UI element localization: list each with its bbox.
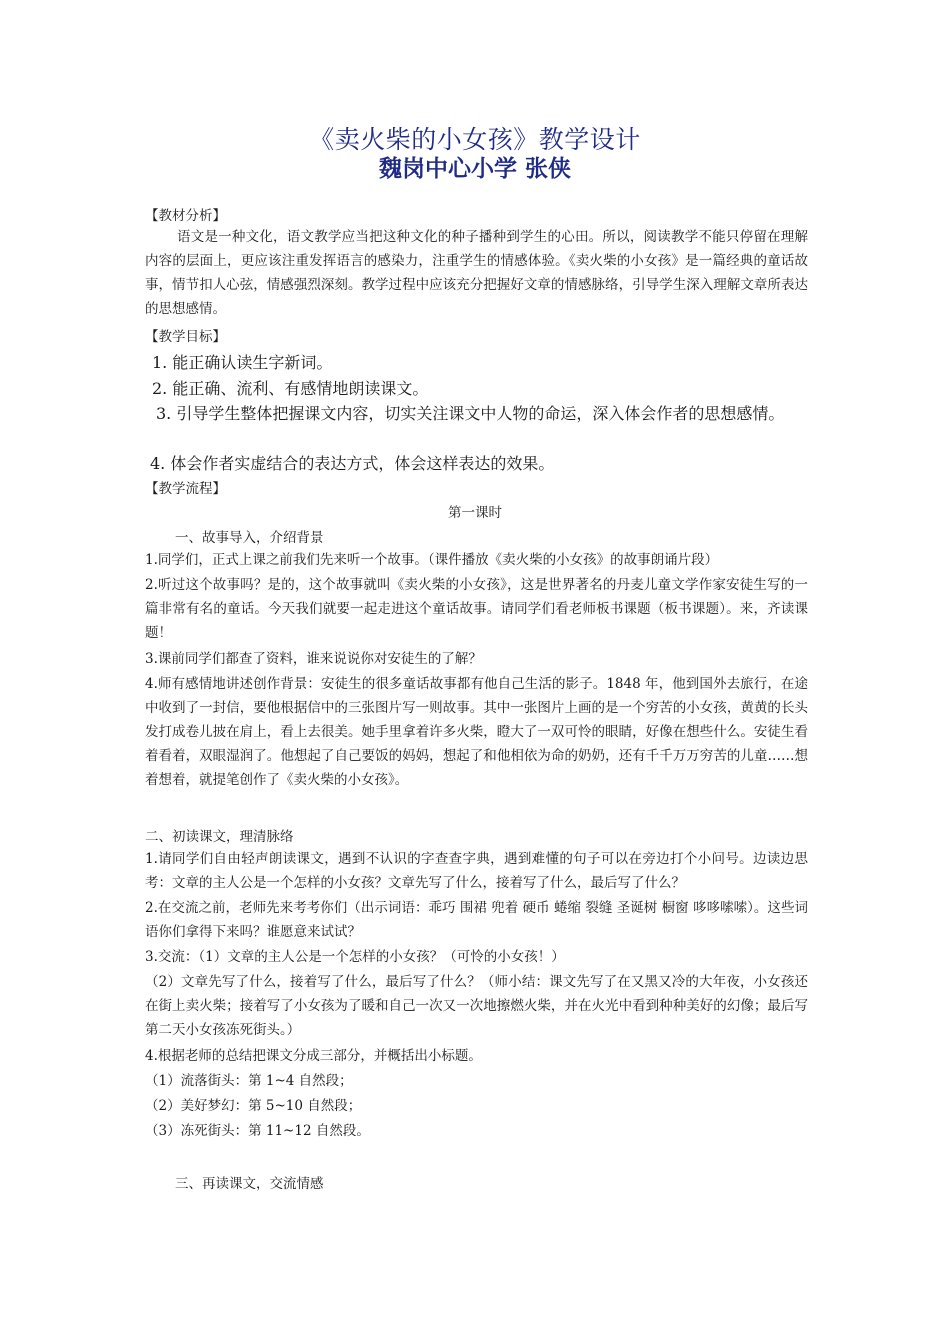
section-heading-goals: 【教学目标】 — [145, 329, 226, 345]
paragraph: 2.在交流之前，老师先来考考你们（出示词语：乖巧 围裙 兜着 硬币 蜷缩 裂缝 圣诞树 橱窗 哆哆嗦嗦）。这些词语你们拿得下来吗？谁愿意来试试？ — [145, 900, 808, 940]
analysis-paragraph: 语文是一种文化，语文教学应当把这种文化的种子播种到学生的心田。所以，阅读教学不能只停留在理解内容的层面上，更应该注重发挥语言的感染力，注重学生的情感体验。《卖火柴的小女孩》是一篇经典的童话故事，情节扣人心弦，情感强烈深刻。教学过程中应该充分把握好文章的情感脉络，引导学生深入理解文章所表达的思想感情。 — [145, 229, 808, 317]
author-line: 魏岗中心小学 张侠 — [378, 155, 571, 182]
paragraph: 3.课前同学们都查了资料，谁来说说你对安徒生的了解？ — [145, 651, 482, 667]
paragraph: （2）文章先写了什么，接着写了什么，最后写了什么？（师小结：课文先写了在又黑又冷的大年夜，小女孩还在街上卖火柴；接着写了小女孩为了暖和自己一次又一次地擦燃火柴，并在火光中看到种种美好的幻像；最后写第二天小女孩冻死街头。） — [145, 974, 808, 1038]
list-item: （2）美好梦幻：第 5~10 自然段； — [145, 1098, 362, 1114]
part3-title: 三、再读课文，交流情感 — [175, 1176, 324, 1192]
section-heading-process: 【教学流程】 — [145, 481, 226, 497]
part2-title: 二、初读课文，理清脉络 — [145, 829, 294, 845]
part1-title: 一、故事导入，介绍背景 — [175, 530, 324, 546]
paragraph: 1.请同学们自由轻声朗读课文，遇到不认识的字查查字典，遇到难懂的句子可以在旁边打个小问号。边读边思考：文章的主人公是一个怎样的小女孩？文章先写了什么，接着写了什么，最后写了什么？ — [145, 851, 808, 891]
list-item: （3）冻死街头：第 11~12 自然段。 — [145, 1123, 370, 1139]
paragraph: 3.交流：（1）文章的主人公是一个怎样的小女孩？（可怜的小女孩！） — [145, 949, 565, 965]
paragraph: 4.根据老师的总结把课文分成三部分，并概括出小标题。 — [145, 1048, 482, 1064]
goal-item: 1. 能正确认读生字新词。 — [152, 353, 333, 372]
paragraph: 1.同学们，正式上课之前我们先来听一个故事。（课件播放《卖火柴的小女孩》的故事朗诵片段） — [145, 552, 719, 568]
lesson-label: 第一课时 — [448, 505, 502, 521]
paragraph: 2.听过这个故事吗？是的，这个故事就叫《卖火柴的小女孩》，这是世界著名的丹麦儿童文学作家安徒生写的一篇非常有名的童话。今天我们就要一起走进这个童话故事。请同学们看老师板书课题（板书课题）。来，齐读课题！ — [145, 577, 808, 641]
list-item: （1）流落街头：第 1~4 自然段； — [145, 1073, 353, 1089]
goal-item: 3. 引导学生整体把握课文内容，切实关注课文中人物的命运，深入体会作者的思想感情。 — [156, 404, 785, 423]
paragraph: 4.师有感情地讲述创作背景：安徒生的很多童话故事都有他自己生活的影子。1848 年，他到国外去旅行，在途中收到了一封信，要他根据信中的三张图片写一则故事。其中一张图片上画的是一个穷苦的小女孩，黄黄的长头发打成卷儿披在肩上，看上去很美。她手里拿着许多火柴，瞪大了一双可怜的眼睛，好像在想些什么。安徒生看着看着，双眼湿润了。他想起了自己要饭的妈妈，想起了和他相依为命的奶奶，还有千千万万穷苦的儿童……想着想着，就提笔创作了《卖火柴的小女孩》。 — [145, 676, 808, 788]
goal-item: 2. 能正确、流利、有感情地朗读课文。 — [152, 379, 429, 398]
section-heading-analysis: 【教材分析】 — [145, 208, 226, 224]
document-title: 《卖火柴的小女孩》教学设计 — [309, 125, 641, 154]
goal-item: 4. 体会作者实虚结合的表达方式，体会这样表达的效果。 — [150, 454, 555, 473]
